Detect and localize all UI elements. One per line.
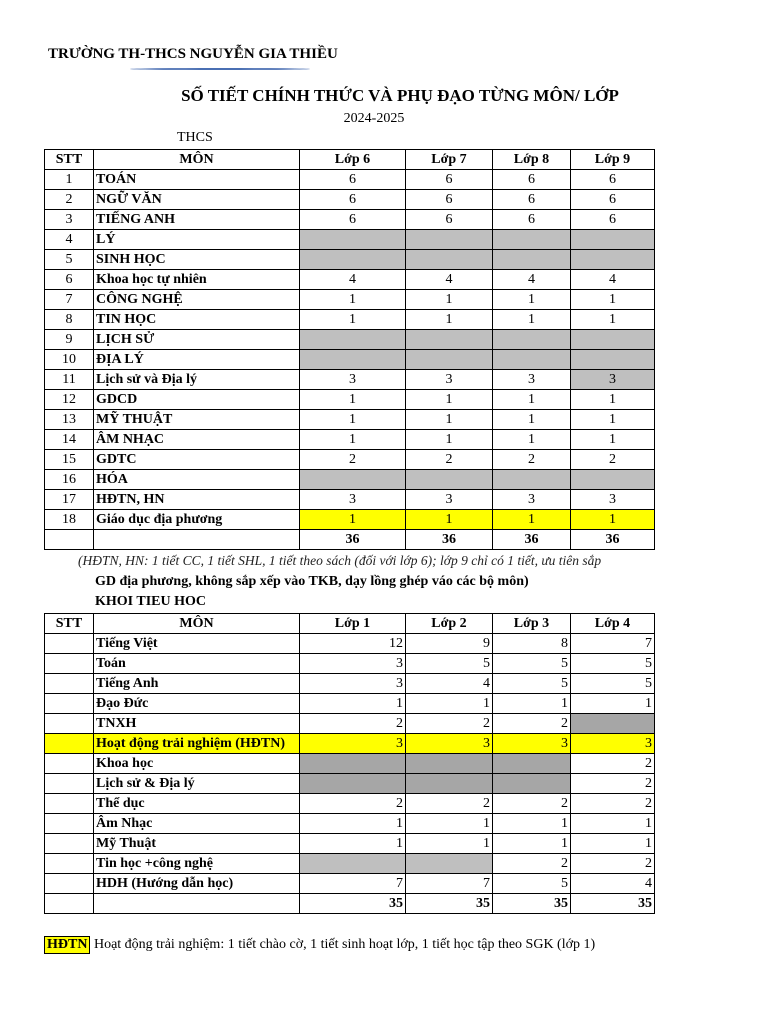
- row-number: 14: [45, 430, 94, 450]
- period-count: [300, 470, 406, 490]
- period-count: [406, 854, 493, 874]
- period-count: 5: [493, 654, 571, 674]
- subject-name: Giáo dục địa phương: [94, 510, 300, 530]
- legend-tag: HĐTN: [44, 936, 90, 954]
- period-count: 6: [571, 190, 655, 210]
- subject-name: LỊCH SỬ: [94, 330, 300, 350]
- table-row: [45, 430, 655, 450]
- period-count: 1: [493, 290, 571, 310]
- period-count: [493, 250, 571, 270]
- school-year: 2024-2025: [343, 111, 405, 126]
- column-header: STT: [45, 614, 94, 634]
- period-count: 1: [406, 290, 493, 310]
- period-count: [406, 754, 493, 774]
- period-count: 9: [406, 634, 493, 654]
- subject-name: MỸ THUẬT: [94, 410, 300, 430]
- legend-hdtn: [44, 936, 595, 954]
- period-count: 6: [300, 190, 406, 210]
- thcs-note-line1: (HĐTN, HN: 1 tiết CC, 1 tiết SHL, 1 tiết theo sách (đối với lớp 6); lớp 9 chỉ có 1 tiết, ưu tiên sắp: [78, 553, 602, 568]
- column-header: Lớp 3: [493, 614, 571, 634]
- subject-name: ĐỊA LÝ: [94, 350, 300, 370]
- period-count: 2: [493, 450, 571, 470]
- period-count: 1: [300, 310, 406, 330]
- row-number: 11: [45, 370, 94, 390]
- period-count: 1: [493, 390, 571, 410]
- row-number: [45, 794, 94, 814]
- row-number: 15: [45, 450, 94, 470]
- period-count: 3: [493, 370, 571, 390]
- period-count: [406, 470, 493, 490]
- period-count: [300, 250, 406, 270]
- period-count: 1: [406, 410, 493, 430]
- row-number: [45, 634, 94, 654]
- subject-name: SINH HỌC: [94, 250, 300, 270]
- table-row: [45, 470, 655, 490]
- row-number: 8: [45, 310, 94, 330]
- period-count: 6: [300, 170, 406, 190]
- subject-name: Tiếng Việt: [94, 634, 300, 654]
- column-header: Lớp 2: [406, 614, 493, 634]
- period-count: 1: [406, 430, 493, 450]
- period-count: [300, 754, 406, 774]
- period-count: 3: [300, 734, 406, 754]
- document-title: SỐ TIẾT CHÍNH THỨC VÀ PHỤ ĐẠO TỪNG MÔN/ LỚP: [181, 86, 619, 105]
- period-count: [493, 230, 571, 250]
- period-count: 1: [406, 694, 493, 714]
- period-count: 1: [571, 390, 655, 410]
- row-number: [45, 654, 94, 674]
- subject-name: CÔNG NGHỆ: [94, 290, 300, 310]
- subject-name: GDCD: [94, 390, 300, 410]
- row-number: [45, 714, 94, 734]
- period-count: 2: [300, 714, 406, 734]
- period-count: [571, 250, 655, 270]
- period-count: 3: [406, 734, 493, 754]
- row-number: [45, 854, 94, 874]
- period-count: 1: [493, 310, 571, 330]
- period-count: 1: [571, 410, 655, 430]
- subject-name: Toán: [94, 654, 300, 674]
- period-count: [493, 754, 571, 774]
- total-count: 35: [406, 894, 493, 914]
- table-row: [45, 230, 655, 250]
- table-row: [45, 330, 655, 350]
- row-number: 18: [45, 510, 94, 530]
- subject-name: LÝ: [94, 230, 300, 250]
- period-count: 4: [493, 270, 571, 290]
- table-row: [45, 290, 655, 310]
- period-count: 4: [406, 270, 493, 290]
- period-count: 1: [300, 290, 406, 310]
- period-count: 3: [571, 734, 655, 754]
- period-count: [571, 230, 655, 250]
- period-count: [406, 774, 493, 794]
- column-header: STT: [45, 150, 94, 170]
- period-count: 8: [493, 634, 571, 654]
- period-count: [493, 350, 571, 370]
- period-count: [406, 350, 493, 370]
- period-count: 2: [571, 854, 655, 874]
- row-number: 9: [45, 330, 94, 350]
- row-number: 2: [45, 190, 94, 210]
- subject-name: Khoa học tự nhiên: [94, 270, 300, 290]
- period-count: 4: [406, 674, 493, 694]
- table-row: [45, 390, 655, 410]
- period-count: 7: [571, 634, 655, 654]
- table-row: [45, 410, 655, 430]
- subject-name: Lịch sử & Địa lý: [94, 774, 300, 794]
- period-count: 1: [406, 834, 493, 854]
- subject-name: Âm Nhạc: [94, 814, 300, 834]
- empty-cell: [94, 894, 300, 914]
- table-row: [45, 654, 655, 674]
- period-count: 1: [571, 290, 655, 310]
- period-count: 2: [571, 754, 655, 774]
- subject-name: Lịch sử và Địa lý: [94, 370, 300, 390]
- table-row: [45, 210, 655, 230]
- table-row: [45, 854, 655, 874]
- period-count: [300, 774, 406, 794]
- period-count: [571, 714, 655, 734]
- total-count: 35: [571, 894, 655, 914]
- table-row: [45, 754, 655, 774]
- table-row: [45, 510, 655, 530]
- row-number: 7: [45, 290, 94, 310]
- total-count: 35: [300, 894, 406, 914]
- column-header: Lớp 7: [406, 150, 493, 170]
- column-header: Lớp 6: [300, 150, 406, 170]
- row-number: 16: [45, 470, 94, 490]
- subject-name: GDTC: [94, 450, 300, 470]
- period-count: 1: [300, 834, 406, 854]
- table-header-row: [45, 614, 655, 634]
- period-count: 1: [300, 694, 406, 714]
- period-count: 5: [406, 654, 493, 674]
- row-number: [45, 874, 94, 894]
- period-count: 1: [493, 410, 571, 430]
- period-count: [493, 470, 571, 490]
- row-number: 3: [45, 210, 94, 230]
- table-row: [45, 694, 655, 714]
- total-count: 36: [571, 530, 655, 550]
- table-row: [45, 674, 655, 694]
- thcs-periods-table: [44, 149, 655, 550]
- period-count: 6: [406, 190, 493, 210]
- row-number: [45, 674, 94, 694]
- period-count: 1: [571, 310, 655, 330]
- subject-name: Mỹ Thuật: [94, 834, 300, 854]
- period-count: 2: [493, 794, 571, 814]
- row-number: [45, 694, 94, 714]
- table-row: [45, 250, 655, 270]
- column-header: Lớp 1: [300, 614, 406, 634]
- row-number: [45, 834, 94, 854]
- column-header: MÔN: [94, 614, 300, 634]
- period-count: [493, 774, 571, 794]
- totals-row: [45, 894, 655, 914]
- period-count: [493, 330, 571, 350]
- subject-name: NGỮ VĂN: [94, 190, 300, 210]
- row-number: [45, 734, 94, 754]
- period-count: 1: [406, 814, 493, 834]
- period-count: 3: [406, 490, 493, 510]
- period-count: [406, 330, 493, 350]
- period-count: 4: [571, 270, 655, 290]
- subject-name: TNXH: [94, 714, 300, 734]
- table-row: [45, 814, 655, 834]
- subject-name: Tin học +công nghệ: [94, 854, 300, 874]
- period-count: 1: [493, 814, 571, 834]
- table-row: [45, 874, 655, 894]
- table-row: [45, 450, 655, 470]
- subject-name: ÂM NHẠC: [94, 430, 300, 450]
- column-header: Lớp 4: [571, 614, 655, 634]
- empty-cell: [45, 894, 94, 914]
- period-count: 6: [493, 170, 571, 190]
- period-count: 3: [493, 490, 571, 510]
- table-row: [45, 634, 655, 654]
- period-count: 1: [406, 510, 493, 530]
- period-count: 1: [493, 510, 571, 530]
- school-underline: [130, 68, 310, 70]
- period-count: 1: [571, 510, 655, 530]
- period-count: 2: [406, 714, 493, 734]
- table-row: [45, 190, 655, 210]
- period-count: 2: [406, 794, 493, 814]
- period-count: [406, 250, 493, 270]
- table-row: [45, 714, 655, 734]
- period-count: 6: [493, 210, 571, 230]
- period-count: 1: [571, 694, 655, 714]
- period-count: 2: [571, 794, 655, 814]
- subject-name: HĐTN, HN: [94, 490, 300, 510]
- row-number: 13: [45, 410, 94, 430]
- period-count: 1: [300, 410, 406, 430]
- section-tieuhoc-label: KHOI TIEU HOC: [95, 594, 206, 609]
- table-row: [45, 350, 655, 370]
- total-count: 35: [493, 894, 571, 914]
- period-count: 5: [571, 654, 655, 674]
- period-count: 2: [493, 714, 571, 734]
- subject-name: TIẾNG ANH: [94, 210, 300, 230]
- period-count: 1: [493, 430, 571, 450]
- period-count: 3: [493, 734, 571, 754]
- period-count: 1: [300, 390, 406, 410]
- period-count: 6: [406, 170, 493, 190]
- period-count: 1: [300, 510, 406, 530]
- period-count: 2: [300, 794, 406, 814]
- column-header: Lớp 9: [571, 150, 655, 170]
- period-count: 6: [406, 210, 493, 230]
- period-count: 3: [571, 490, 655, 510]
- period-count: 3: [406, 370, 493, 390]
- school-name: TRƯỜNG TH-THCS NGUYỄN GIA THIỀU: [48, 46, 338, 62]
- table-row: [45, 794, 655, 814]
- total-count: 36: [300, 530, 406, 550]
- row-number: 1: [45, 170, 94, 190]
- tieuhoc-periods-table: [44, 613, 655, 914]
- row-number: 4: [45, 230, 94, 250]
- table-row: [45, 490, 655, 510]
- period-count: 7: [300, 874, 406, 894]
- period-count: 1: [493, 694, 571, 714]
- period-count: 2: [571, 450, 655, 470]
- period-count: [571, 350, 655, 370]
- period-count: [300, 230, 406, 250]
- period-count: 1: [300, 814, 406, 834]
- period-count: 2: [571, 774, 655, 794]
- subject-name: TOÁN: [94, 170, 300, 190]
- legend-text: Hoạt động trải nghiệm: 1 tiết chào cờ, 1 tiết sinh hoạt lớp, 1 tiết học tập theo SGK (lớp 1): [93, 937, 596, 952]
- subject-name: Khoa học: [94, 754, 300, 774]
- period-count: 4: [571, 874, 655, 894]
- table-row: [45, 310, 655, 330]
- period-count: 3: [300, 674, 406, 694]
- row-number: [45, 774, 94, 794]
- period-count: 1: [300, 430, 406, 450]
- period-count: 7: [406, 874, 493, 894]
- table-row: [45, 270, 655, 290]
- period-count: 5: [571, 674, 655, 694]
- table-row: [45, 370, 655, 390]
- subject-name: HÓA: [94, 470, 300, 490]
- row-number: [45, 754, 94, 774]
- period-count: 12: [300, 634, 406, 654]
- period-count: 6: [571, 210, 655, 230]
- period-count: 3: [300, 654, 406, 674]
- period-count: 3: [300, 490, 406, 510]
- empty-cell: [45, 530, 94, 550]
- table-row: [45, 170, 655, 190]
- period-count: 1: [571, 430, 655, 450]
- empty-cell: [94, 530, 300, 550]
- period-count: 6: [300, 210, 406, 230]
- period-count: 1: [493, 834, 571, 854]
- period-count: 2: [493, 854, 571, 874]
- period-count: 1: [406, 310, 493, 330]
- table-row: [45, 774, 655, 794]
- subject-name: HDH (Hướng dẫn học): [94, 874, 300, 894]
- section-thcs-label: THCS: [177, 130, 213, 145]
- row-number: [45, 814, 94, 834]
- period-count: [300, 350, 406, 370]
- subject-name: Thể dục: [94, 794, 300, 814]
- period-count: 4: [300, 270, 406, 290]
- subject-name: TIN HỌC: [94, 310, 300, 330]
- period-count: 6: [571, 170, 655, 190]
- total-count: 36: [493, 530, 571, 550]
- row-number: 17: [45, 490, 94, 510]
- subject-name: Đạo Đức: [94, 694, 300, 714]
- row-number: 5: [45, 250, 94, 270]
- period-count: 3: [300, 370, 406, 390]
- period-count: 6: [493, 190, 571, 210]
- period-count: 1: [406, 390, 493, 410]
- period-count: [406, 230, 493, 250]
- row-number: 10: [45, 350, 94, 370]
- period-count: 5: [493, 674, 571, 694]
- period-count: 2: [406, 450, 493, 470]
- table-row: [45, 834, 655, 854]
- period-count: 1: [571, 814, 655, 834]
- subject-name: Tiếng Anh: [94, 674, 300, 694]
- table-row: [45, 734, 655, 754]
- subject-name: Hoạt động trải nghiệm (HĐTN): [94, 734, 300, 754]
- period-count: [571, 470, 655, 490]
- thcs-note-line2: GD địa phương, không sắp xếp vào TKB, dạy lồng ghép váo các bộ môn): [95, 574, 529, 589]
- column-header: MÔN: [94, 150, 300, 170]
- period-count: 1: [571, 834, 655, 854]
- row-number: 6: [45, 270, 94, 290]
- total-count: 36: [406, 530, 493, 550]
- period-count: [571, 330, 655, 350]
- period-count: 5: [493, 874, 571, 894]
- period-count: [300, 330, 406, 350]
- period-count: [300, 854, 406, 874]
- period-count: 3: [571, 370, 655, 390]
- totals-row: [45, 530, 655, 550]
- period-count: 2: [300, 450, 406, 470]
- table-header-row: [45, 150, 655, 170]
- row-number: 12: [45, 390, 94, 410]
- column-header: Lớp 8: [493, 150, 571, 170]
